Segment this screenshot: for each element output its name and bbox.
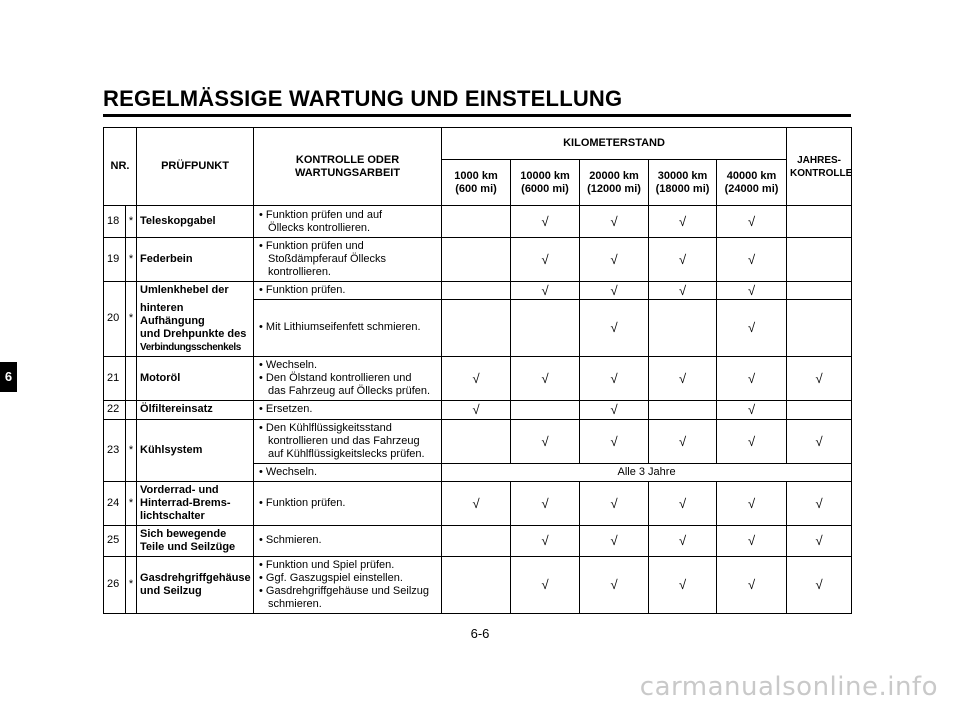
table-row <box>104 282 852 300</box>
row-item: Ölfiltereinsatz <box>137 400 254 419</box>
row-number: 23 <box>104 419 126 481</box>
check-cell <box>787 238 852 282</box>
check-cell: √ <box>717 525 787 556</box>
row-star: * <box>126 481 137 525</box>
row-number: 18 <box>104 206 126 238</box>
header-action: KONTROLLE ODER WARTUNGSARBEIT <box>254 128 442 206</box>
row-star <box>126 356 137 400</box>
check-cell: √ <box>511 419 580 463</box>
check-cell: √ <box>511 556 580 613</box>
check-cell: √ <box>580 400 649 419</box>
check-cell <box>787 282 852 300</box>
table-row <box>104 556 852 613</box>
check-cell: √ <box>511 238 580 282</box>
check-cell: √ <box>787 481 852 525</box>
check-cell <box>649 400 717 419</box>
check-cell: √ <box>580 525 649 556</box>
check-cell <box>787 300 852 357</box>
header-km-4: 30000 km (18000 mi) <box>649 160 717 206</box>
check-cell: √ <box>649 481 717 525</box>
check-cell: √ <box>442 481 511 525</box>
header-nr: NR. <box>104 128 137 206</box>
check-cell: √ <box>717 419 787 463</box>
row-number: 25 <box>104 525 126 556</box>
check-cell <box>511 300 580 357</box>
check-cell <box>442 419 511 463</box>
row-star: * <box>126 556 137 613</box>
title-rule <box>103 114 851 117</box>
table-row <box>104 481 852 525</box>
page-title: REGELMÄSSIGE WARTUNG UND EINSTELLUNG <box>103 86 623 111</box>
header-km-1: 1000 km (600 mi) <box>442 160 511 206</box>
row-star: * <box>126 282 137 357</box>
table-row <box>104 525 852 556</box>
check-cell: √ <box>511 481 580 525</box>
row-action: • Funktion prüfen. <box>254 282 442 300</box>
maintenance-table <box>103 127 852 614</box>
check-cell: √ <box>717 206 787 238</box>
check-cell: √ <box>580 300 649 357</box>
row-star: * <box>126 238 137 282</box>
row-number: 26 <box>104 556 126 613</box>
header-row <box>104 128 852 160</box>
check-cell <box>442 525 511 556</box>
check-cell: √ <box>717 300 787 357</box>
check-cell <box>442 238 511 282</box>
interval-cell: Alle 3 Jahre <box>442 463 852 481</box>
header-item: PRÜFPUNKT <box>137 128 254 206</box>
row-star: * <box>126 419 137 481</box>
row-star <box>126 525 137 556</box>
check-cell: √ <box>717 238 787 282</box>
watermark: carmanualsonline.info <box>639 672 938 702</box>
header-km-5: 40000 km (24000 mi) <box>717 160 787 206</box>
check-cell: √ <box>787 525 852 556</box>
row-number: 21 <box>104 356 126 400</box>
row-action: • Den Kühlflüssigkeitsstand kontrollieren und das Fahrzeug auf Kühlflüssigkeitslecks prüfen. <box>254 419 442 463</box>
header-km-3: 20000 km (12000 mi) <box>580 160 649 206</box>
check-cell <box>442 206 511 238</box>
check-cell: √ <box>580 282 649 300</box>
check-cell: √ <box>649 206 717 238</box>
header-annual: JAHRES-KONTROLLE <box>787 128 852 206</box>
row-action: • Wechseln. <box>254 463 442 481</box>
check-cell <box>442 300 511 357</box>
header-km-2: 10000 km (6000 mi) <box>511 160 580 206</box>
row-star <box>126 400 137 419</box>
check-cell <box>442 282 511 300</box>
row-number: 19 <box>104 238 126 282</box>
row-action: • Ersetzen. <box>254 400 442 419</box>
table-row <box>104 356 852 400</box>
check-cell: √ <box>649 282 717 300</box>
check-cell: √ <box>580 238 649 282</box>
check-cell: √ <box>511 525 580 556</box>
row-item: Motoröl <box>137 356 254 400</box>
check-cell: √ <box>649 238 717 282</box>
row-number: 20 <box>104 282 126 357</box>
check-cell: √ <box>442 356 511 400</box>
chapter-tab-number: 6 <box>4 369 13 384</box>
row-item: hinteren Aufhängung und Drehpunkte des Verbindungsschenkels <box>137 300 254 357</box>
check-cell: √ <box>717 282 787 300</box>
check-cell: √ <box>649 419 717 463</box>
check-cell <box>442 556 511 613</box>
table-row <box>104 238 852 282</box>
row-number: 24 <box>104 481 126 525</box>
row-number: 22 <box>104 400 126 419</box>
check-cell: √ <box>787 419 852 463</box>
check-cell: √ <box>717 356 787 400</box>
row-item: Teleskopgabel <box>137 206 254 238</box>
check-cell: √ <box>580 206 649 238</box>
check-cell <box>787 206 852 238</box>
table-row <box>104 419 852 463</box>
check-cell: √ <box>511 282 580 300</box>
check-cell: √ <box>580 356 649 400</box>
check-cell: √ <box>787 356 852 400</box>
check-cell: √ <box>511 206 580 238</box>
check-cell: √ <box>649 356 717 400</box>
check-cell <box>787 400 852 419</box>
check-cell: √ <box>442 400 511 419</box>
check-cell <box>649 300 717 357</box>
check-cell: √ <box>787 556 852 613</box>
row-item: Kühlsystem <box>137 419 254 481</box>
row-action: • Wechseln. • Den Ölstand kontrollieren und das Fahrzeug auf Öllecks prüfen. <box>254 356 442 400</box>
row-item: Umlenkhebel der <box>137 282 254 300</box>
check-cell: √ <box>580 481 649 525</box>
table-row <box>104 400 852 419</box>
check-cell: √ <box>511 356 580 400</box>
check-cell: √ <box>717 481 787 525</box>
check-cell: √ <box>717 556 787 613</box>
row-item: Sich bewegende Teile und Seilzüge <box>137 525 254 556</box>
row-action: • Funktion und Spiel prüfen. • Ggf. Gaszugspiel einstellen. • Gasdrehgriffgehäuse und Seilzug schmieren. <box>254 556 442 613</box>
row-action: • Funktion prüfen und auf Öllecks kontrollieren. <box>254 206 442 238</box>
check-cell: √ <box>580 556 649 613</box>
row-action: • Mit Lithiumseifenfett schmieren. <box>254 300 442 357</box>
row-star: * <box>126 206 137 238</box>
row-action: • Funktion prüfen. <box>254 481 442 525</box>
check-cell: √ <box>649 556 717 613</box>
table-row <box>104 300 852 357</box>
check-cell: √ <box>580 419 649 463</box>
row-item: Gasdrehgriffgehäuse und Seilzug <box>137 556 254 613</box>
row-action: • Funktion prüfen und Stoßdämpferauf Öllecks kontrollieren. <box>254 238 442 282</box>
table-row <box>104 206 852 238</box>
row-item: Federbein <box>137 238 254 282</box>
page-number: 6-6 <box>470 626 490 641</box>
header-km-group: KILOMETERSTAND <box>442 128 787 160</box>
row-action: • Schmieren. <box>254 525 442 556</box>
check-cell: √ <box>717 400 787 419</box>
check-cell: √ <box>649 525 717 556</box>
check-cell <box>511 400 580 419</box>
row-item: Vorderrad- und Hinterrad-Brems- lichtschalter <box>137 481 254 525</box>
